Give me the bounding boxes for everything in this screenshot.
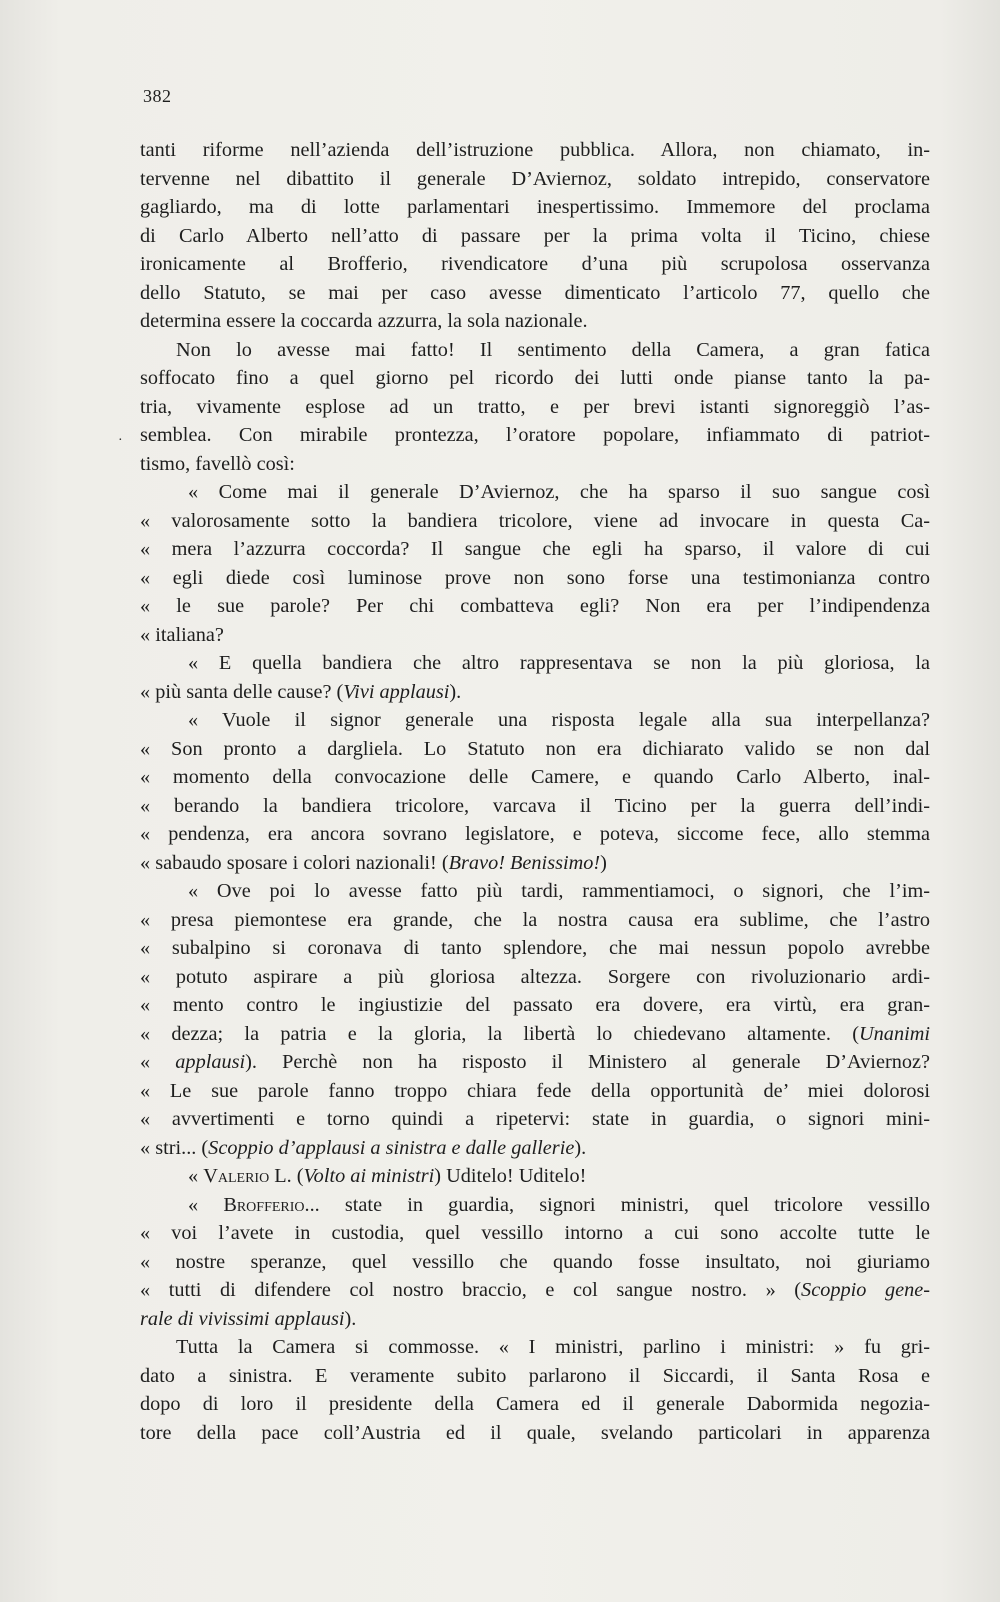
text-run: Non lo avesse mai fatto! Il sentimento della Camera, a gran fatica (176, 338, 930, 361)
text-run: « valorosamente sotto la bandiera tricolore, viene ad invocare in questa Ca- (140, 509, 930, 532)
text-run: rale di vivissimi applausi (140, 1307, 345, 1330)
text-line (140, 136, 930, 165)
text-line (140, 1134, 930, 1163)
text-run: determina essere la coccarda azzurra, la sola nazionale. (140, 310, 588, 332)
text-run: tismo, favellò così: (140, 452, 295, 475)
text-run: « (188, 1193, 224, 1216)
text-line (140, 820, 930, 849)
text-line (140, 792, 930, 821)
text-run: « (188, 1165, 204, 1187)
text-run: « momento della convocazione delle Camere, e quando Carlo Alberto, inal- (140, 766, 930, 788)
text-line (140, 1048, 930, 1077)
text-run: « berando la bandiera tricolore, varcava il Ticino per la guerra dell’indi- (140, 794, 930, 817)
text-line (140, 592, 930, 621)
text-run: « mento contro le ingiustizie del passato era dovere, era virtù, era gran- (140, 994, 930, 1016)
text-run: Bravo! Benissimo! (448, 851, 601, 874)
text-run: « subalpino si coronava di tanto splendore, che mai nessun popolo avrebbe (140, 937, 930, 959)
text-line (140, 336, 930, 365)
text-run: Unanimi (859, 1022, 930, 1045)
text-run: gagliardo, ma di lotte parlamentari inespertissimo. Immemore del proclama (140, 196, 930, 218)
text-run: ) Uditelo! Uditelo! (434, 1165, 587, 1187)
text-run: ) (600, 851, 607, 874)
text-line (140, 1020, 930, 1049)
text-run: « tutti di difendere col nostro braccio, e col sangue nostro. » ( (140, 1279, 802, 1301)
text-line (140, 307, 930, 336)
text-run: ). Perchè non ha risposto il Ministero al generale D’Aviernoz? (245, 1051, 930, 1073)
text-run: « potuto aspirare a più gloriosa altezza. Sorgere con rivoluzionario ardi- (140, 965, 930, 988)
text-run: « stri... ( (140, 1136, 209, 1159)
text-run: Tutta la Camera si commosse. « I ministri, parlino i ministri: » fu gri- (176, 1336, 930, 1358)
text-run: dato a sinistra. E veramente subito parlarono il Siccardi, il Santa Rosa e (140, 1364, 930, 1387)
text-line (140, 421, 930, 450)
text-run: « sabaudo sposare i colori nazionali! ( (140, 851, 449, 874)
text-line (140, 934, 930, 963)
text-line (140, 535, 930, 564)
text-line (140, 1419, 930, 1448)
text-line (140, 1248, 930, 1277)
page-number: 382 (143, 86, 172, 106)
text-line (140, 193, 930, 222)
text-run: Scoppio d’applausi a sinistra e dalle gallerie (208, 1136, 575, 1159)
text-run: « Ove poi lo avesse fatto più tardi, rammentiamoci, o signori, che l’im- (188, 880, 930, 902)
text-line (140, 621, 930, 650)
text-line (140, 735, 930, 764)
text-run: « mera l’azzurra coccorda? Il sangue che egli ha sparso, il valore di cui (140, 538, 930, 560)
text-run: soffocato fino a quel giorno pel ricordo dei lutti onde pianse tanto la pa- (140, 367, 930, 389)
text-line (140, 1362, 930, 1391)
text-run: « pendenza, era ancora sovrano legislatore, e poteva, siccome fece, allo stemma (140, 823, 930, 845)
text-line (140, 478, 930, 507)
text-run: « egli diede così luminose prove non sono forse una testimonianza contro (140, 566, 930, 589)
text-run: dopo di loro il presidente della Camera ed il generale Dabormida negozia- (140, 1393, 930, 1415)
text-run: « Vuole il signor generale una risposta legale alla sua interpellanza? (188, 709, 930, 731)
text-run: « voi l’avete in custodia, quel vessillo intorno a cui sono accolte tutte le (140, 1222, 930, 1244)
text-line (140, 1390, 930, 1419)
text-line (140, 1276, 930, 1305)
text-run: « Son pronto a dargliela. Lo Statuto non era dichiarato valido se non dal (140, 737, 930, 760)
text-run: « le sue parole? Per chi combatteva egli? Non era per l’indipendenza (140, 595, 930, 617)
text-run: Valerio L. (203, 1165, 292, 1187)
text-line (140, 763, 930, 792)
text-run: ( (291, 1165, 304, 1187)
text-line (140, 165, 930, 194)
text-line (140, 279, 930, 308)
text-line (140, 649, 930, 678)
text-run: ironicamente al Brofferio, rivendicatore d’una più scrupolosa osservanza (140, 253, 930, 275)
text-line (140, 1219, 930, 1248)
text-run: tore della pace coll’Austria ed il quale, svelando particolari in apparenza (140, 1421, 930, 1444)
text-run: « Come mai il generale D’Aviernoz, che ha sparso il suo sangue così (188, 481, 930, 503)
text-run: Scoppio gene- (801, 1279, 930, 1301)
text-run: « E quella bandiera che altro rappresentava se non la più gloriosa, la (188, 652, 930, 674)
text-line (140, 393, 930, 422)
margin-dot: · (118, 433, 123, 448)
text-run: ). (574, 1136, 587, 1159)
text-line (140, 250, 930, 279)
text-run: di Carlo Alberto nell’atto di passare per la prima volta il Ticino, chiese (140, 224, 930, 247)
text-line (140, 507, 930, 536)
text-line (140, 1191, 930, 1220)
text-run: ). (344, 1307, 357, 1330)
text-run: tervenne nel dibattito il generale D’Aviernoz, soldato intrepido, conservatore (140, 167, 930, 190)
text-run: « avvertimenti e torno quindi a ripetervi: state in guardia, o signori mini- (140, 1108, 930, 1130)
text-run: Brofferio (223, 1193, 305, 1216)
text-run: semblea. Con mirabile prontezza, l’oratore popolare, infiammato di patriot- (140, 424, 930, 446)
text-run: applausi (175, 1051, 246, 1073)
text-run: « presa piemontese era grande, che la nostra causa era sublime, che l’astro (140, 908, 930, 931)
text-line (140, 906, 930, 935)
text-run: « Le sue parole fanno troppo chiara fede della opportunità de’ miei dolorosi (140, 1079, 930, 1102)
text-line (140, 678, 930, 707)
text-run: Volto ai ministri (303, 1165, 435, 1187)
text-run: Vivi applausi (343, 680, 450, 703)
text-line (140, 450, 930, 479)
text-line (140, 1105, 930, 1134)
text-run: « nostre speranze, quel vessillo che quando fosse insultato, noi giuriamo (140, 1250, 930, 1273)
text-line (140, 1305, 930, 1334)
text-line (140, 364, 930, 393)
text-run: « più santa delle cause? ( (140, 680, 344, 703)
text-line (140, 222, 930, 251)
text-run: « dezza; la patria e la gloria, la libertà lo chiedevano altamente. ( (140, 1022, 860, 1045)
text-run: tria, vivamente esplose ad un tratto, e per brevi istanti signoreggiò l’as- (140, 395, 930, 418)
text-line (140, 706, 930, 735)
text-run: « (140, 1051, 176, 1073)
text-run: ). (449, 680, 462, 703)
body-text (140, 136, 930, 1447)
text-run: dello Statuto, se mai per caso avesse dimenticato l’articolo 77, quello che (140, 281, 930, 304)
text-run: tanti riforme nell’azienda dell’istruzione pubblica. Allora, non chiamato, in- (140, 139, 930, 161)
text-line (140, 1333, 930, 1362)
text-line (140, 564, 930, 593)
text-line (140, 1077, 930, 1106)
text-line (140, 877, 930, 906)
text-run: ... state in guardia, signori ministri, quel tricolore vessillo (304, 1193, 930, 1216)
text-line (140, 849, 930, 878)
text-line (140, 991, 930, 1020)
text-run: « italiana? (140, 623, 224, 646)
text-line (140, 963, 930, 992)
text-line (140, 1162, 930, 1191)
